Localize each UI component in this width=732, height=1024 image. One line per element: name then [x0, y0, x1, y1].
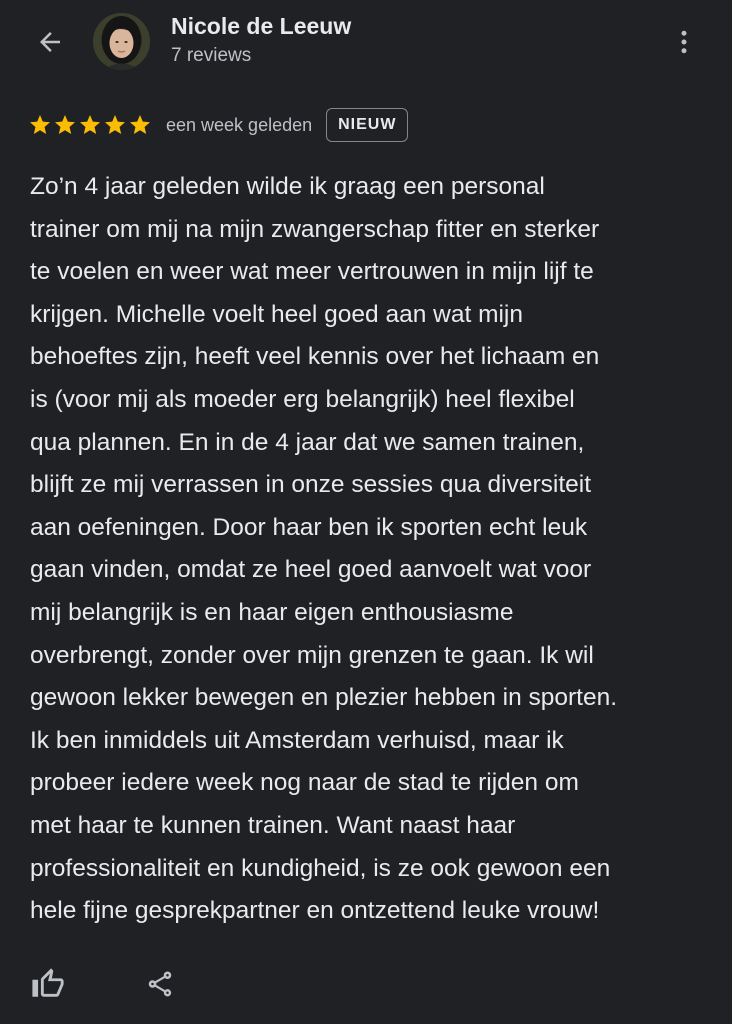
review-text-line: Zo’n 4 jaar geleden wilde ik graag een personal — [30, 173, 545, 200]
review-text-line: overbrengt, zonder over mijn grenzen te gaan. Ik wil — [30, 641, 594, 669]
review-text-line: trainer om mij na mijn zwangerschap fitter en sterker — [30, 215, 600, 243]
review-text-line: mij belangrijk is en haar eigen enthousiasme — [30, 598, 514, 626]
review-text-line: te voelen en weer wat meer vertrouwen in mijn lijf te — [30, 258, 594, 286]
share-icon — [145, 969, 175, 999]
author-review-count: 7 reviews — [171, 45, 252, 66]
review-text-line: gaan vinden, omdat ze heel goed aanvoelt wat voor — [30, 556, 592, 584]
star-icon — [103, 113, 127, 137]
rating-row — [28, 106, 408, 144]
star-icon — [53, 113, 77, 137]
review-text-line: hele fijne gesprekpartner en ontzettend leuke vrouw! — [30, 897, 600, 925]
review-text-line: probeer iedere week nog naar de stad te rijden om — [30, 769, 579, 797]
review-text-line: met haar te kunnen trainen. Want naast haar — [30, 811, 516, 839]
review-date: een week geleden — [166, 114, 313, 135]
star-rating — [28, 113, 152, 137]
review-text-line: krijgen. Michelle voelt heel goed aan wat mijn — [30, 300, 523, 328]
review-text-line: qua plannen. En in de 4 jaar dat we samen trainen, — [30, 428, 585, 456]
more-options-button[interactable] — [664, 22, 704, 62]
arrow-back-icon — [35, 27, 65, 57]
review-text-line: behoeftes zijn, heeft veel kennis over het lichaam en — [30, 343, 600, 371]
review-text-line: professionaliteit en kundigheid, is ze ook gewoon een — [30, 854, 611, 882]
author-name[interactable]: Nicole de Leeuw — [171, 13, 352, 39]
star-icon — [128, 113, 152, 137]
share-button[interactable] — [140, 964, 180, 1004]
review-text-line: Ik ben inmiddels uit Amsterdam verhuisd, maar ik — [30, 726, 564, 754]
review-actions — [22, 960, 222, 1010]
avatar[interactable] — [93, 13, 150, 70]
thumb-up-icon — [31, 967, 65, 1001]
like-button[interactable] — [28, 964, 68, 1004]
back-button[interactable] — [26, 22, 74, 62]
review-text — [30, 166, 714, 933]
star-icon — [28, 113, 52, 137]
star-icon — [78, 113, 102, 137]
review-text-line: blijft ze mij verrassen in onze sessies qua diversiteit — [30, 471, 592, 499]
avatar-image — [93, 13, 150, 70]
more-vert-icon — [669, 27, 699, 57]
review-header — [0, 0, 732, 90]
review-text-line: is (voor mij als moeder erg belangrijk) heel flexibel — [30, 385, 575, 413]
review-text-line: gewoon lekker bewegen en plezier hebben in sporten. — [30, 684, 618, 712]
review-text-line: aan oefeningen. Door haar ben ik sporten echt leuk — [30, 513, 588, 541]
new-badge: NIEUW — [326, 108, 408, 142]
